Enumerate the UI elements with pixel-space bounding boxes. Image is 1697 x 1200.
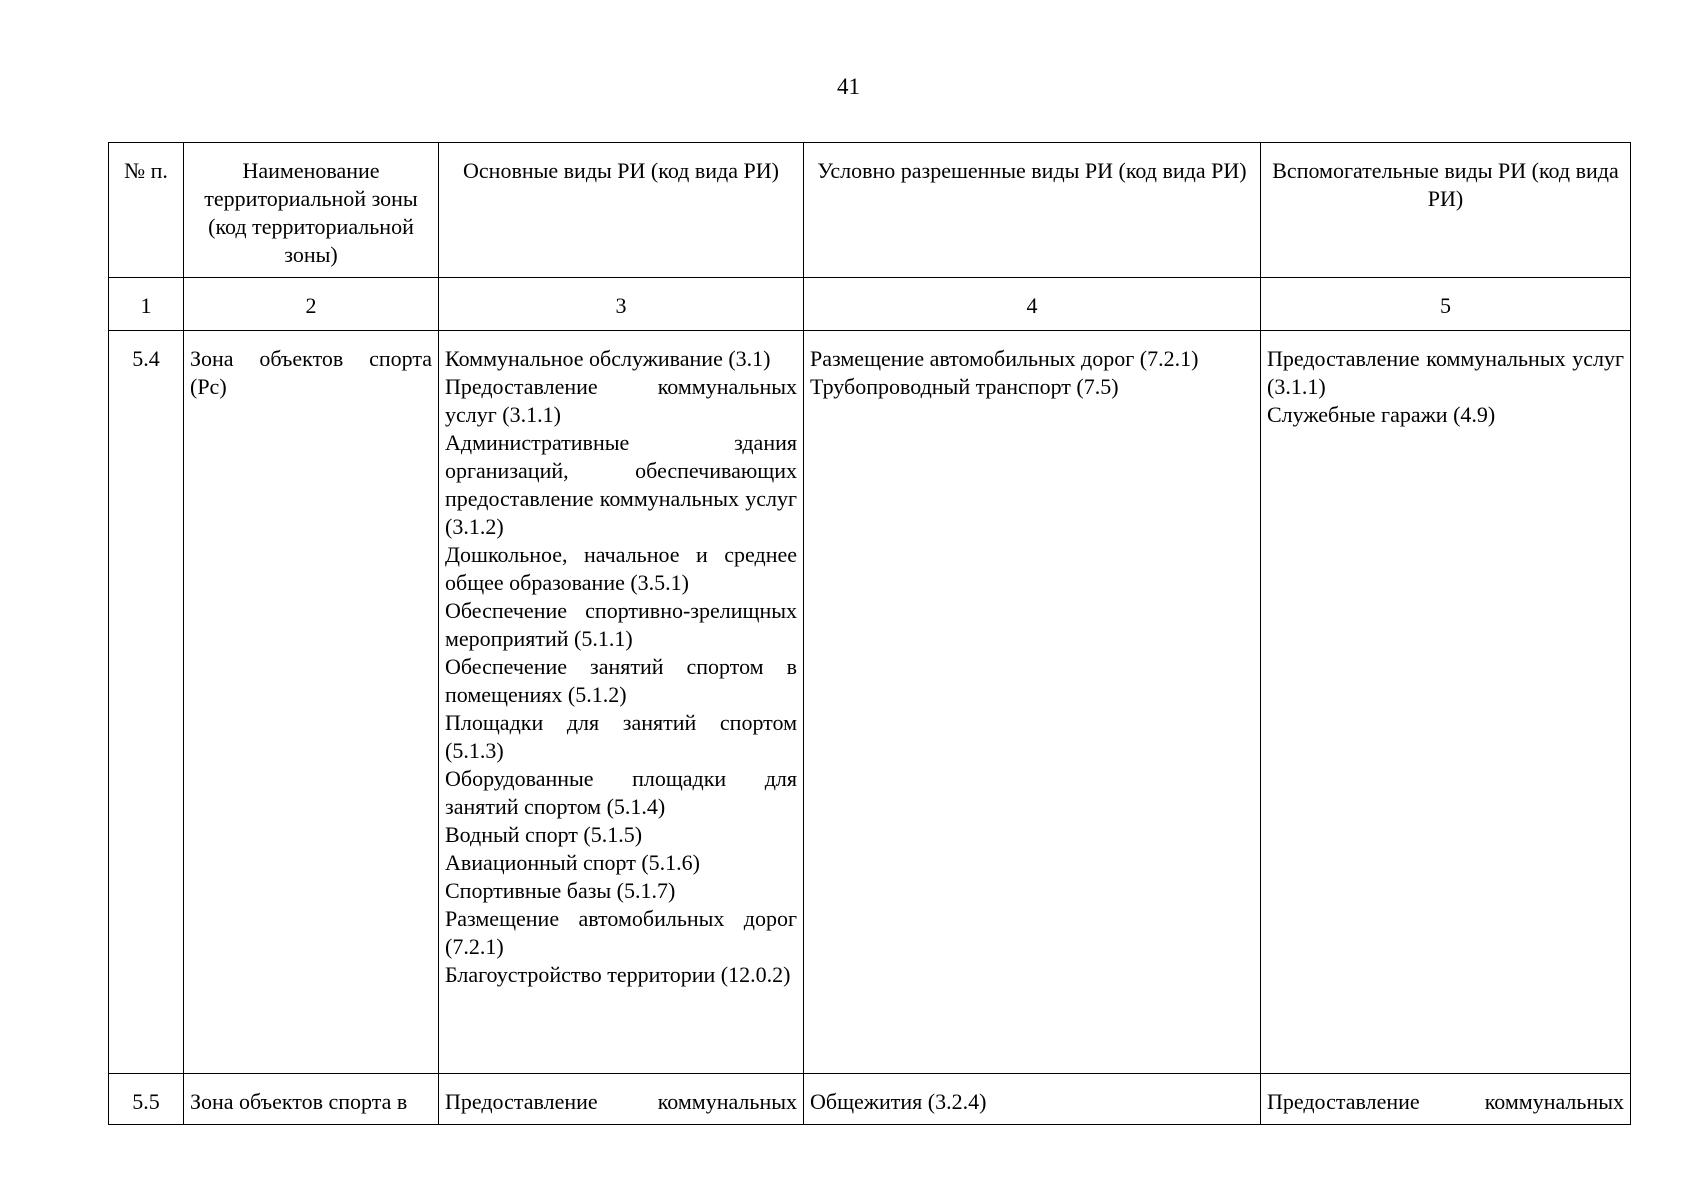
conditional-uses-cell [804, 331, 1261, 1074]
zone-name: Зона объектов спорта в [184, 1074, 439, 1125]
list-item: Авиационный спорт (5.1.6) [445, 850, 700, 875]
column-number: 1 [109, 278, 184, 331]
header-zone-name: Наименование территориальной зоны (код территориальной зоны) [184, 143, 439, 278]
list-item: Общежития (3.2.4) [810, 1089, 987, 1114]
list-item: Трубопроводный транспорт (7.5) [810, 374, 1119, 399]
column-number-row [109, 278, 1631, 331]
land-use-table [108, 142, 1631, 1125]
list-item: Административные здания организаций, обеспечивающих предоставление коммунальных услуг (3.1.2) [445, 430, 797, 539]
list-item: Предоставление коммунальных услуг (3.1.1) [1267, 346, 1624, 399]
column-number: 4 [804, 278, 1261, 331]
auxiliary-uses-cell [1261, 331, 1631, 1074]
auxiliary-uses-cell [1261, 1074, 1631, 1125]
list-item: Предоставление коммунальных [1267, 1089, 1624, 1114]
column-number: 5 [1261, 278, 1631, 331]
header-number: № п. [109, 143, 184, 278]
list-item: Обеспечение спортивно-зрелищных мероприятий (5.1.1) [445, 598, 797, 651]
list-item: Размещение автомобильных дорог (7.2.1) [810, 346, 1199, 371]
row-number: 5.4 [109, 331, 184, 1074]
header-conditional-uses: Условно разрешенные виды РИ (код вида РИ) [804, 143, 1261, 278]
list-item: Коммунальное обслуживание (3.1) [445, 346, 771, 371]
list-item: Спортивные базы (5.1.7) [445, 878, 676, 903]
main-uses-cell [439, 331, 804, 1074]
header-auxiliary-uses: Вспомогательные виды РИ (код вида РИ) [1261, 143, 1631, 278]
list-item: Предоставление коммунальных [445, 1089, 797, 1114]
conditional-uses-cell [804, 1074, 1261, 1125]
page-number: 41 [837, 74, 860, 99]
table-row [109, 331, 1631, 1074]
header-main-uses: Основные виды РИ (код вида РИ) [439, 143, 804, 278]
list-item: Размещение автомобильных дорог (7.2.1) [445, 906, 797, 959]
list-item: Предоставление коммунальных услуг (3.1.1) [445, 374, 797, 427]
list-item: Площадки для занятий спортом (5.1.3) [445, 710, 797, 763]
row-number: 5.5 [109, 1074, 184, 1125]
column-number: 2 [184, 278, 439, 331]
main-uses-cell [439, 1074, 804, 1125]
list-item: Дошкольное, начальное и среднее общее образование (3.5.1) [445, 542, 797, 595]
table-header-row [109, 143, 1631, 278]
list-item: Обеспечение занятий спортом в помещениях (5.1.2) [445, 654, 797, 707]
list-item: Оборудованные площадки для занятий спортом (5.1.4) [445, 766, 797, 819]
table-row [109, 1074, 1631, 1125]
list-item: Служебные гаражи (4.9) [1267, 402, 1496, 427]
list-item: Водный спорт (5.1.5) [445, 822, 643, 847]
zone-name: Зона объектов спорта (Рс) [184, 331, 439, 1074]
list-item: Благоустройство территории (12.0.2) [445, 962, 791, 987]
column-number: 3 [439, 278, 804, 331]
